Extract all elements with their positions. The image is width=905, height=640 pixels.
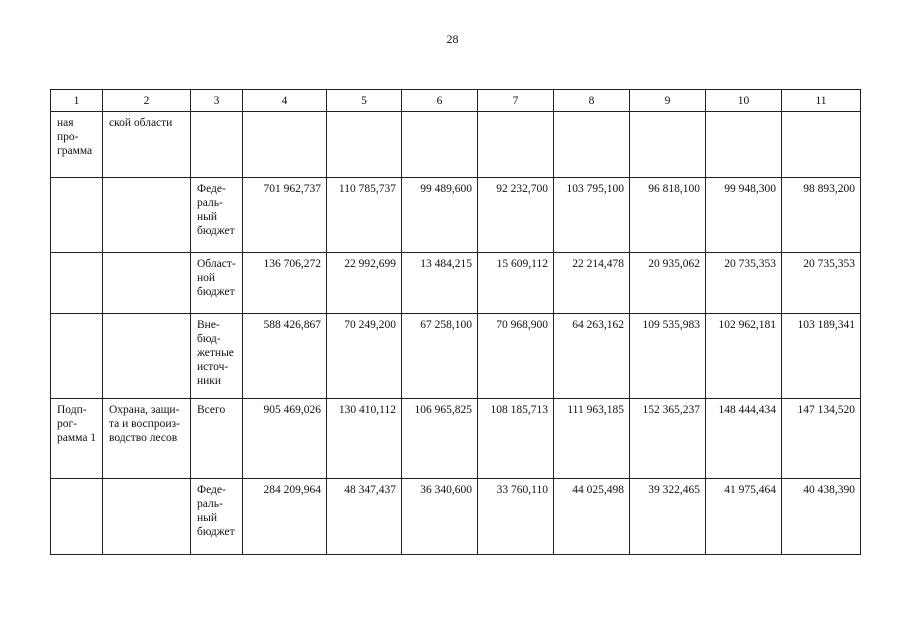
value-cell: 130 410,112 [327, 399, 402, 479]
value-cell: 102 962,181 [706, 314, 782, 399]
value-cell: 284 209,964 [243, 479, 327, 555]
value-cell: 111 963,185 [554, 399, 630, 479]
value-cell: 33 760,110 [478, 479, 554, 555]
value-cell: 103 795,100 [554, 178, 630, 253]
value-cell: 22 214,478 [554, 253, 630, 314]
program-name-cell [103, 314, 191, 399]
funding-source-cell: Вне-бюд-жетные источ-ники [191, 314, 243, 399]
funding-source-cell: Всего [191, 399, 243, 479]
value-cell: 136 706,272 [243, 253, 327, 314]
value-cell: 96 818,100 [630, 178, 706, 253]
value-cell: 36 340,600 [402, 479, 478, 555]
value-cell: 13 484,215 [402, 253, 478, 314]
value-cell [478, 112, 554, 178]
value-cell: 70 968,900 [478, 314, 554, 399]
program-cell [51, 253, 103, 314]
header-cell: 2 [103, 90, 191, 112]
program-cell [51, 178, 103, 253]
table-row [51, 178, 861, 253]
value-cell [782, 112, 861, 178]
value-cell: 99 489,600 [402, 178, 478, 253]
header-cell: 5 [327, 90, 402, 112]
value-cell: 905 469,026 [243, 399, 327, 479]
value-cell: 92 232,700 [478, 178, 554, 253]
header-cell: 3 [191, 90, 243, 112]
page-number: 28 [446, 32, 459, 46]
value-cell [554, 112, 630, 178]
funding-source-cell: Област-ной бюджет [191, 253, 243, 314]
header-cell: 6 [402, 90, 478, 112]
table-row [51, 112, 861, 178]
table-row [51, 314, 861, 399]
header-cell: 10 [706, 90, 782, 112]
table-header-row [51, 90, 861, 112]
header-cell: 8 [554, 90, 630, 112]
value-cell: 44 025,498 [554, 479, 630, 555]
value-cell: 98 893,200 [782, 178, 861, 253]
program-cell [51, 479, 103, 555]
program-cell [51, 314, 103, 399]
value-cell: 20 935,062 [630, 253, 706, 314]
value-cell: 152 365,237 [630, 399, 706, 479]
program-cell: ная про-грамма [51, 112, 103, 178]
program-name-cell [103, 479, 191, 555]
value-cell: 99 948,300 [706, 178, 782, 253]
value-cell: 110 785,737 [327, 178, 402, 253]
funding-source-cell: Феде-раль-ный бюджет [191, 178, 243, 253]
header-cell: 11 [782, 90, 861, 112]
value-cell: 20 735,353 [706, 253, 782, 314]
table-row [51, 399, 861, 479]
value-cell: 147 134,520 [782, 399, 861, 479]
value-cell: 41 975,464 [706, 479, 782, 555]
funding-source-cell: Феде-раль-ный бюджет [191, 479, 243, 555]
header-cell: 9 [630, 90, 706, 112]
program-name-cell: ской области [103, 112, 191, 178]
program-cell: Подп-рог-рамма 1 [51, 399, 103, 479]
value-cell: 64 263,162 [554, 314, 630, 399]
value-cell [630, 112, 706, 178]
value-cell: 109 535,983 [630, 314, 706, 399]
value-cell: 106 965,825 [402, 399, 478, 479]
header-cell: 1 [51, 90, 103, 112]
budget-table [50, 89, 861, 555]
value-cell: 701 962,737 [243, 178, 327, 253]
value-cell: 22 992,699 [327, 253, 402, 314]
table-row [51, 253, 861, 314]
value-cell: 588 426,867 [243, 314, 327, 399]
value-cell: 20 735,353 [782, 253, 861, 314]
header-cell: 7 [478, 90, 554, 112]
value-cell [327, 112, 402, 178]
program-name-cell [103, 178, 191, 253]
value-cell: 67 258,100 [402, 314, 478, 399]
program-name-cell [103, 253, 191, 314]
value-cell: 108 185,713 [478, 399, 554, 479]
value-cell: 148 444,434 [706, 399, 782, 479]
value-cell: 70 249,200 [327, 314, 402, 399]
program-name-cell: Охрана, защи-та и воспроиз-водство лесов [103, 399, 191, 479]
value-cell: 103 189,341 [782, 314, 861, 399]
value-cell: 40 438,390 [782, 479, 861, 555]
value-cell: 15 609,112 [478, 253, 554, 314]
header-cell: 4 [243, 90, 327, 112]
value-cell [706, 112, 782, 178]
funding-source-cell [191, 112, 243, 178]
value-cell: 39 322,465 [630, 479, 706, 555]
value-cell [243, 112, 327, 178]
table-row [51, 479, 861, 555]
value-cell: 48 347,437 [327, 479, 402, 555]
value-cell [402, 112, 478, 178]
